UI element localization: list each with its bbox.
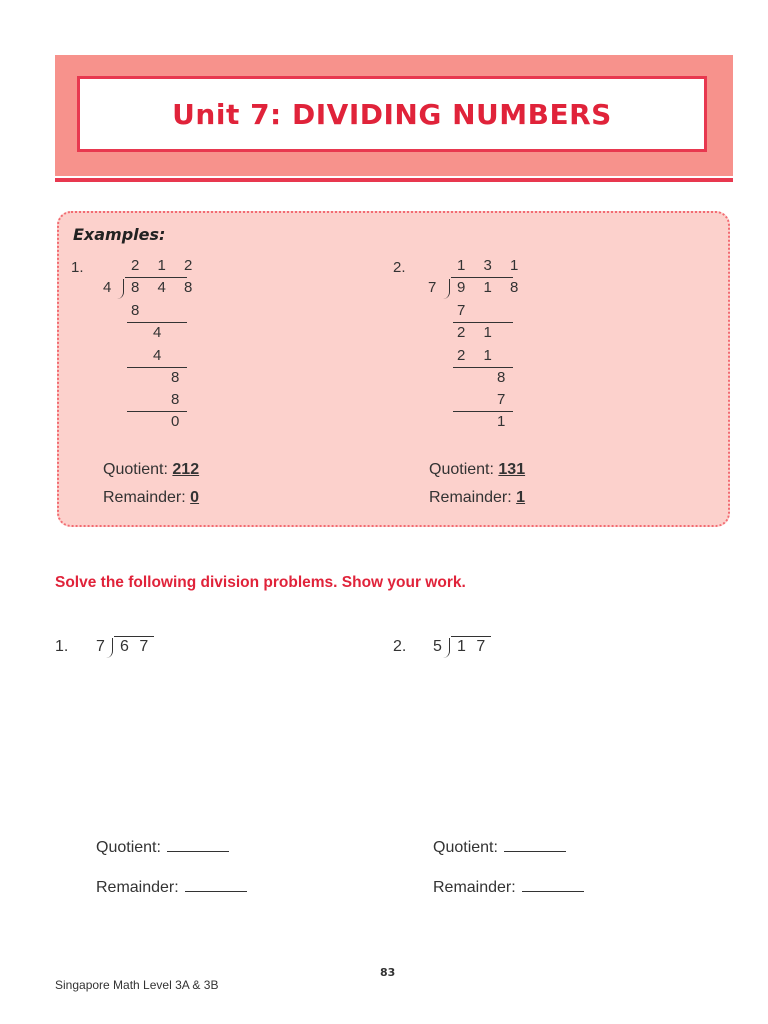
- example-2-vinculum: [451, 277, 513, 278]
- footer-text: Singapore Math Level 3A & 3B: [55, 978, 219, 992]
- quotient-label: Quotient:: [103, 461, 168, 478]
- remainder-label: Remainder:: [433, 879, 516, 896]
- problem-2-dividend: 1 7: [457, 638, 489, 655]
- remainder-label: Remainder:: [429, 489, 512, 506]
- example-1-step-line: [127, 411, 187, 412]
- instructions: Solve the following division problems. Show your work.: [55, 574, 466, 591]
- example-1-step: 8: [131, 302, 147, 319]
- example-1-step: 4: [153, 324, 169, 341]
- quotient-label: Quotient:: [96, 839, 161, 856]
- quotient-blank[interactable]: [167, 837, 229, 852]
- example-2-divisor: 7: [428, 279, 444, 296]
- example-1-number: 1.: [71, 259, 84, 276]
- example-2-step-line: [453, 367, 513, 368]
- example-2-number: 2.: [393, 259, 406, 276]
- examples-heading: Examples:: [73, 225, 166, 244]
- example-1-quotient: [103, 461, 199, 479]
- title-box: [77, 76, 707, 152]
- problem-2-number: 2.: [393, 638, 407, 655]
- example-2-remainder: [429, 489, 525, 507]
- example-2-step-line: [453, 411, 513, 412]
- remainder-value: 1: [516, 489, 526, 506]
- banner-rule: [55, 178, 733, 182]
- problem-2-vinculum: [451, 636, 491, 637]
- example-1-step-line: [127, 322, 187, 323]
- quotient-value: 131: [498, 461, 526, 478]
- quotient-label: Quotient:: [429, 461, 494, 478]
- problem-2-divisor: 5: [433, 638, 442, 655]
- remainder-blank[interactable]: [522, 877, 584, 892]
- example-1-vinculum: [125, 277, 187, 278]
- page-number: 83: [380, 966, 396, 979]
- problem-1-bracket: [106, 638, 113, 658]
- problem-1-quotient-answer: [96, 837, 229, 857]
- remainder-value: 0: [190, 489, 200, 506]
- example-1-step: 8: [171, 369, 187, 386]
- example-1-step-line: [127, 367, 187, 368]
- example-2-step: 2 1: [457, 347, 499, 364]
- example-1-dividend: 8 4 8: [131, 279, 200, 296]
- problem-1-divisor: 7: [96, 638, 105, 655]
- example-1-step: 4: [153, 347, 169, 364]
- problem-2-quotient-answer: [433, 837, 566, 857]
- problem-1-remainder-answer: [96, 877, 247, 897]
- example-1-quotient-digits: 2 1 2: [131, 257, 200, 274]
- problem-1-dividend: 6 7: [120, 638, 152, 655]
- example-2-step: 7: [457, 302, 473, 319]
- example-2-quotient: [429, 461, 525, 479]
- example-1-remainder: [103, 489, 199, 507]
- quotient-label: Quotient:: [433, 839, 498, 856]
- examples-box: [57, 211, 730, 527]
- example-1-step: 8: [171, 391, 187, 408]
- example-1-step: 0: [171, 413, 187, 430]
- problem-1-number: 1.: [55, 638, 69, 655]
- problem-2-bracket: [443, 638, 450, 658]
- example-1-divisor: 4: [103, 279, 119, 296]
- example-2-step: 1: [497, 413, 513, 430]
- example-2-bracket: [443, 279, 450, 299]
- remainder-blank[interactable]: [185, 877, 247, 892]
- example-2-quotient-digits: 1 3 1: [457, 257, 526, 274]
- problem-2-remainder-answer: [433, 877, 584, 897]
- example-1-bracket: [117, 279, 124, 299]
- title-banner: [55, 55, 733, 176]
- quotient-blank[interactable]: [504, 837, 566, 852]
- remainder-label: Remainder:: [103, 489, 186, 506]
- problem-1-vinculum: [114, 636, 154, 637]
- example-2-step-line: [453, 322, 513, 323]
- example-2-step: 7: [497, 391, 513, 408]
- example-2-dividend: 9 1 8: [457, 279, 526, 296]
- page-title: Unit 7: DIVIDING NUMBERS: [172, 97, 612, 131]
- example-2-step: 2 1: [457, 324, 499, 341]
- quotient-value: 212: [172, 461, 200, 478]
- remainder-label: Remainder:: [96, 879, 179, 896]
- example-2-step: 8: [497, 369, 513, 386]
